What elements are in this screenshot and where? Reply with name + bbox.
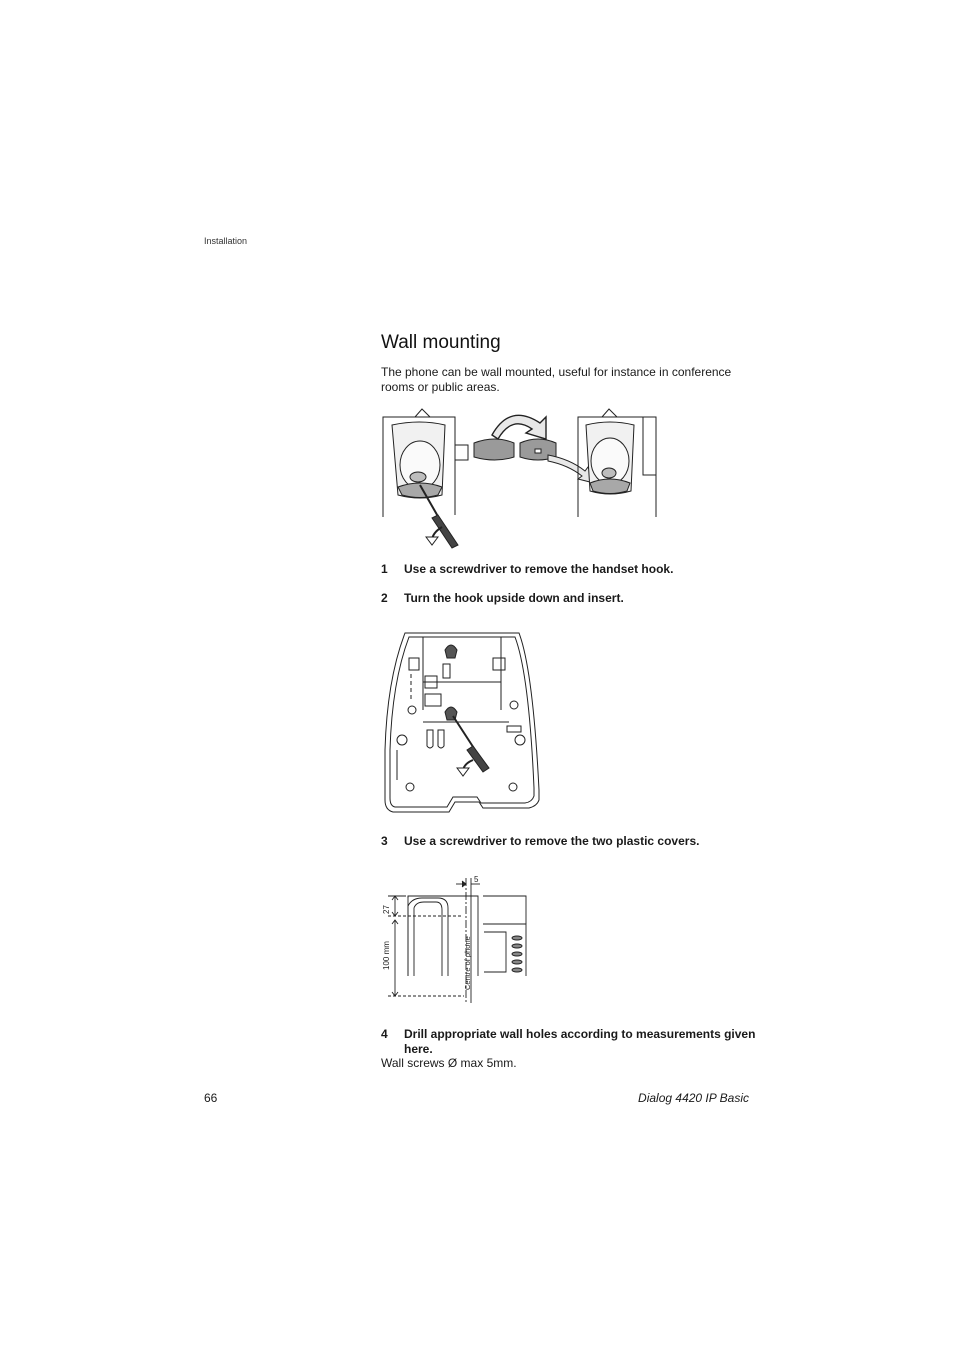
- measurement-diagram: [378, 868, 538, 1008]
- intro-paragraph: The phone can be wall mounted, useful for instance in conference rooms or public areas.: [381, 365, 732, 394]
- page-title: Wall mounting: [381, 332, 501, 353]
- step-text: Turn the hook upside down and insert.: [404, 591, 624, 605]
- step-1: [381, 562, 761, 577]
- dimension-height-label: 100 mm: [382, 941, 391, 970]
- dimension-top-label: 5: [474, 875, 479, 884]
- step-number: 1: [381, 562, 388, 576]
- step-text: Use a screwdriver to remove the handset hook.: [404, 562, 674, 576]
- centre-of-phone-label: Centre of phone: [463, 936, 472, 990]
- step-number: 2: [381, 591, 388, 605]
- step-number: 3: [381, 834, 388, 848]
- product-name: Dialog 4420 IP Basic: [638, 1091, 749, 1105]
- phone-underside-illustration: [383, 630, 543, 815]
- page-number: 66: [204, 1091, 218, 1105]
- step-2: [381, 591, 761, 606]
- dimension-side-label: 27: [382, 905, 391, 914]
- step-number: 4: [381, 1027, 388, 1041]
- step-text: Use a screwdriver to remove the two plastic covers.: [404, 834, 700, 848]
- step-3: [381, 834, 761, 849]
- step-4: [381, 1027, 761, 1057]
- wall-screws-note: Wall screws Ø max 5mm.: [381, 1056, 517, 1070]
- hook-removal-illustration: [380, 405, 660, 550]
- section-label: Installation: [204, 236, 248, 246]
- step-text: Drill appropriate wall holes according to measurements given here.: [404, 1027, 756, 1056]
